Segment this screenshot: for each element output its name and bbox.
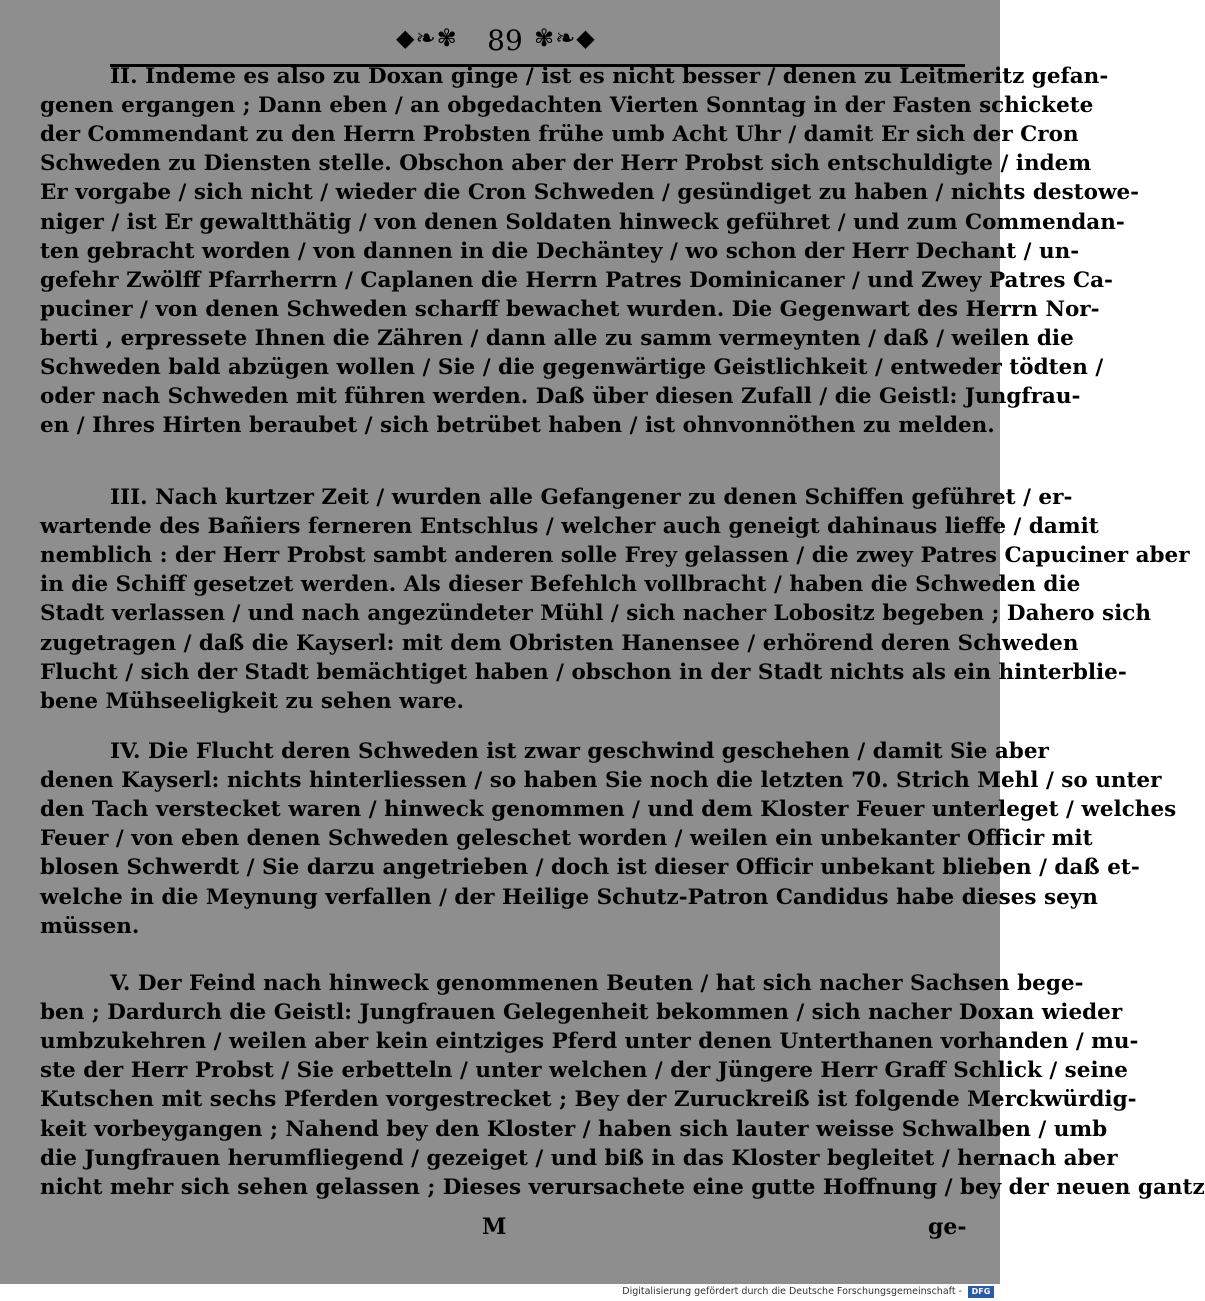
page-number: 89	[487, 24, 523, 57]
text-line: wartende des Bañiers ferneren Entschlus / welcher auch geneigt dahinaus lieffe / damit	[40, 514, 1099, 539]
text-line: denen Kayserl: nichts hinterliessen / so haben Sie noch die letzten 70. Strich Mehl / so unter	[40, 768, 1162, 793]
text-line: Schweden zu Diensten stelle. Obschon aber der Herr Probst sich entschuldigte / indem	[40, 151, 1092, 176]
page-header	[0, 20, 1000, 60]
text-line: ben ; Dardurch die Geistl: Jungfrauen Gelegenheit bekommen / sich nacher Doxan wieder	[40, 1000, 1123, 1025]
text-line: Er vorgabe / sich nicht / wieder die Cron Schweden / gesündiget zu haben / nichts destowe-	[40, 180, 1140, 205]
text-line: den Tach verstecket waren / hinweck genommen / und dem Kloster Feuer unterleget / welches	[40, 797, 1177, 822]
text-line: ten gebracht worden / von dannen in die Dechäntey / wo schon der Herr Dechant / un-	[40, 239, 1080, 264]
text-line: umbzukehren / weilen aber kein eintziges Pferd unter denen Unterthanen vorhanden / mu-	[40, 1029, 1139, 1054]
text-line: gefehr Zwölff Pfarrherrn / Caplanen die Herrn Patres Dominicaner / und Zwey Patres Ca-	[40, 268, 1113, 293]
footer-credit: Digitalisierung gefördert durch die Deutsche Forschungsgemeinschaft -	[622, 1286, 962, 1297]
text-line: Schweden bald abzügen wollen / Sie / die gegenwärtige Geistlichkeit / entweder tödten /	[40, 355, 1104, 380]
text-line: niger / ist Er gewaltthätig / von denen Soldaten hinweck geführet / und zum Commendan-	[40, 210, 1125, 235]
text-line: welche in die Meynung verfallen / der Heilige Schutz-Patron Candidus habe dieses seyn	[40, 885, 1098, 910]
text-line: zugetragen / daß die Kayserl: mit dem Obristen Hanensee / erhörend deren Schweden	[40, 631, 1079, 656]
text-line: keit vorbeygangen ; Nahend bey den Kloster / haben sich lauter weisse Schwalben / umb	[40, 1117, 1108, 1142]
ornament-left-icon: ◆❧✾	[396, 24, 458, 52]
text-line: nemblich : der Herr Probst sambt anderen solle Frey gelassen / die zwey Patres Capuciner aber	[40, 543, 1190, 568]
text-line: ste der Herr Probst / Sie erbetteln / unter welchen / der Jüngere Herr Graff Schlick / seine	[40, 1058, 1128, 1083]
text-line: Flucht / sich der Stadt bemächtiget haben / obschon in der Stadt nichts als ein hinterblie-	[40, 660, 1127, 685]
text-line: berti , erpressete Ihnen die Zähren / dann alle zu samm vermeynten / daß / weilen die	[40, 326, 1074, 351]
text-line: in die Schiff gesetzet werden. Als dieser Befehlch vollbracht / haben die Schweden die	[40, 572, 1081, 597]
dfg-logo: DFG	[968, 1286, 994, 1298]
text-line: Feuer / von eben denen Schweden geleschet worden / weilen ein unbekanter Officir mit	[40, 826, 1093, 851]
signature-mark: M	[482, 1214, 507, 1240]
text-line: die Jungfrauen herumfliegend / gezeiget / und biß in das Kloster begleitet / hernach aber	[40, 1146, 1118, 1171]
text-line: oder nach Schweden mit führen werden. Daß über diesen Zufall / die Geistl: Jungfrau-	[40, 384, 1081, 409]
text-line: genen ergangen ; Dann eben / an obgedachten Vierten Sonntag in der Fasten schickete	[40, 93, 1094, 118]
ornament-right-icon: ✾❧◆	[534, 24, 596, 52]
text-line: müssen.	[40, 914, 140, 939]
text-line: puciner / von denen Schweden scharff bewachet wurden. Die Gegenwart des Herrn Nor-	[40, 297, 1100, 322]
text-line: III. Nach kurtzer Zeit / wurden alle Gefangener zu denen Schiffen geführet / er-	[110, 485, 1073, 510]
text-line: II. Indeme es also zu Doxan ginge / ist es nicht besser / denen zu Leitmeritz gefan-	[110, 64, 1109, 89]
text-line: IV. Die Flucht deren Schweden ist zwar geschwind geschehen / damit Sie aber	[110, 739, 1049, 764]
text-line: V. Der Feind nach hinweck genommenen Beuten / hat sich nacher Sachsen bege-	[110, 971, 1084, 996]
text-line: en / Ihres Hirten beraubet / sich betrübet haben / ist ohnvonnöthen zu melden.	[40, 413, 995, 438]
text-line: nicht mehr sich sehen gelassen ; Dieses verursachete eine gutte Hoffnung / bey der neuen gantz	[40, 1175, 1205, 1200]
text-line: der Commendant zu den Herrn Probsten frühe umb Acht Uhr / damit Er sich der Cron	[40, 122, 1079, 147]
footer	[0, 1284, 1000, 1301]
text-line: blosen Schwerdt / Sie darzu angetrieben / doch ist dieser Officir unbekant blieben / daß et-	[40, 855, 1140, 880]
text-line: Stadt verlassen / und nach angezündeter Mühl / sich nacher Lobositz begeben ; Dahero sich	[40, 601, 1151, 626]
text-line: bene Mühseeligkeit zu sehen ware.	[40, 689, 465, 714]
text-line: Kutschen mit sechs Pferden vorgestrecket ; Bey der Zuruckreiß ist folgende Merckwürdig-	[40, 1087, 1137, 1112]
catchword: ge-	[928, 1214, 967, 1240]
